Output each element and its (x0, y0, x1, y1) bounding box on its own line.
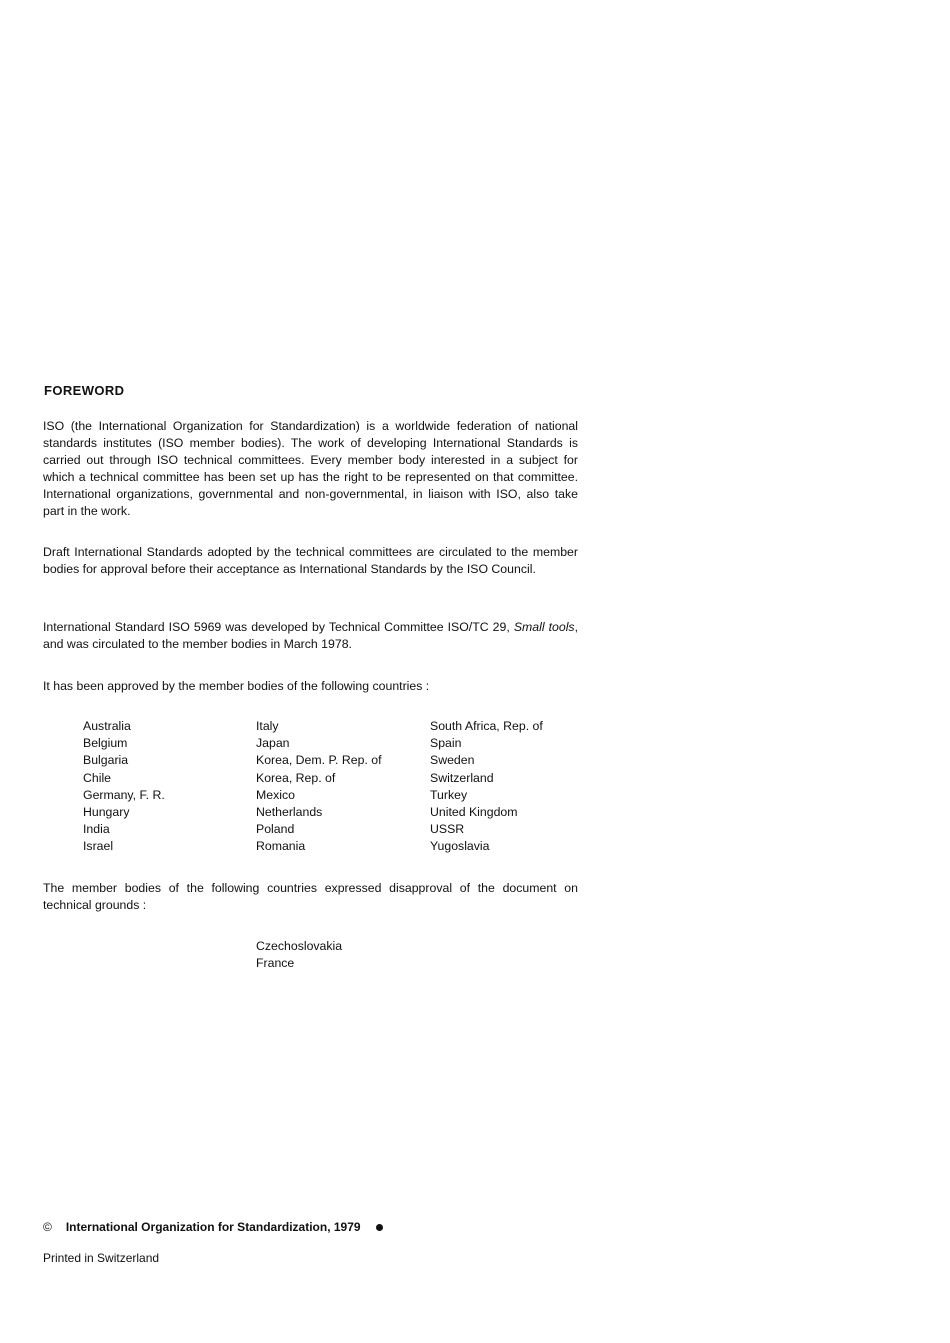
approving-country: Spain (430, 736, 462, 751)
copyright-icon: © (43, 1220, 52, 1234)
approving-countries-list (83, 718, 583, 856)
approving-country: Korea, Rep. of (256, 770, 336, 785)
approving-country: Sweden (430, 753, 475, 768)
approving-country: Germany, F. R. (83, 787, 165, 802)
approving-country: Romania (256, 839, 306, 854)
approving-country: USSR (430, 822, 465, 837)
approving-country: Poland (256, 822, 295, 837)
approving-country: Yugoslavia (430, 839, 490, 854)
approving-country: Switzerland (430, 770, 494, 785)
standard-text-end: , and was circulated to the member bodies in March 1978. (43, 620, 579, 651)
foreword-paragraph-approved: It has been approved by the member bodies of the following countries : (43, 679, 430, 693)
committee-title: Small tools (513, 620, 575, 634)
approving-country: Hungary (83, 805, 130, 820)
approving-country: Israel (83, 839, 114, 854)
approving-country: Turkey (430, 787, 468, 802)
printed-in-text: Printed in Switzerland (43, 1251, 160, 1265)
approving-country: South Africa, Rep. of (430, 719, 543, 733)
foreword-paragraph-iso: ISO (the International Organization for Standardization) is a worldwide federation of national standards institutes (ISO member bodies). The work of developing International Standards is carried out through ISO technical committees. Every member body interested in a subject for which a technical committee has been set up has the right to be represented on that committee. International organizations, governmental and non-governmental, in liaison with ISO, also take part in the work. (43, 419, 578, 518)
approving-country: Korea, Dem. P. Rep. of (256, 753, 382, 768)
approving-country: United Kingdom (430, 805, 518, 820)
copyright-line (43, 1220, 383, 1234)
approving-country: Bulgaria (83, 753, 129, 768)
approving-country: Australia (83, 719, 131, 733)
disapproving-country: France (256, 956, 295, 970)
standard-text-start: International Standard ISO 5969 was developed by Technical Committee ISO/TC 29, (43, 620, 510, 634)
approving-country: Japan (256, 736, 290, 751)
foreword-paragraph-disapproval: The member bodies of the following countries expressed disapproval of the document on technical grounds : (43, 881, 578, 912)
bullet-icon (376, 1224, 383, 1231)
copyright-text: International Organization for Standardization, 1979 (65, 1220, 361, 1234)
approving-country: India (83, 822, 110, 837)
approving-country: Chile (83, 770, 112, 785)
disapproving-country: Czechoslovakia (256, 939, 343, 953)
approving-country: Mexico (256, 787, 295, 802)
approving-country: Italy (256, 719, 279, 733)
foreword-heading: FOREWORD (44, 383, 125, 398)
foreword-paragraph-draft: Draft International Standards adopted by the technical committees are circulated to the member bodies for approval before their acceptance as International Standards by the ISO Council. (43, 545, 578, 576)
approving-country: Belgium (83, 736, 128, 751)
disapproving-countries-list (256, 938, 342, 972)
foreword-paragraph-standard (43, 619, 578, 653)
approving-country: Netherlands (256, 805, 323, 820)
